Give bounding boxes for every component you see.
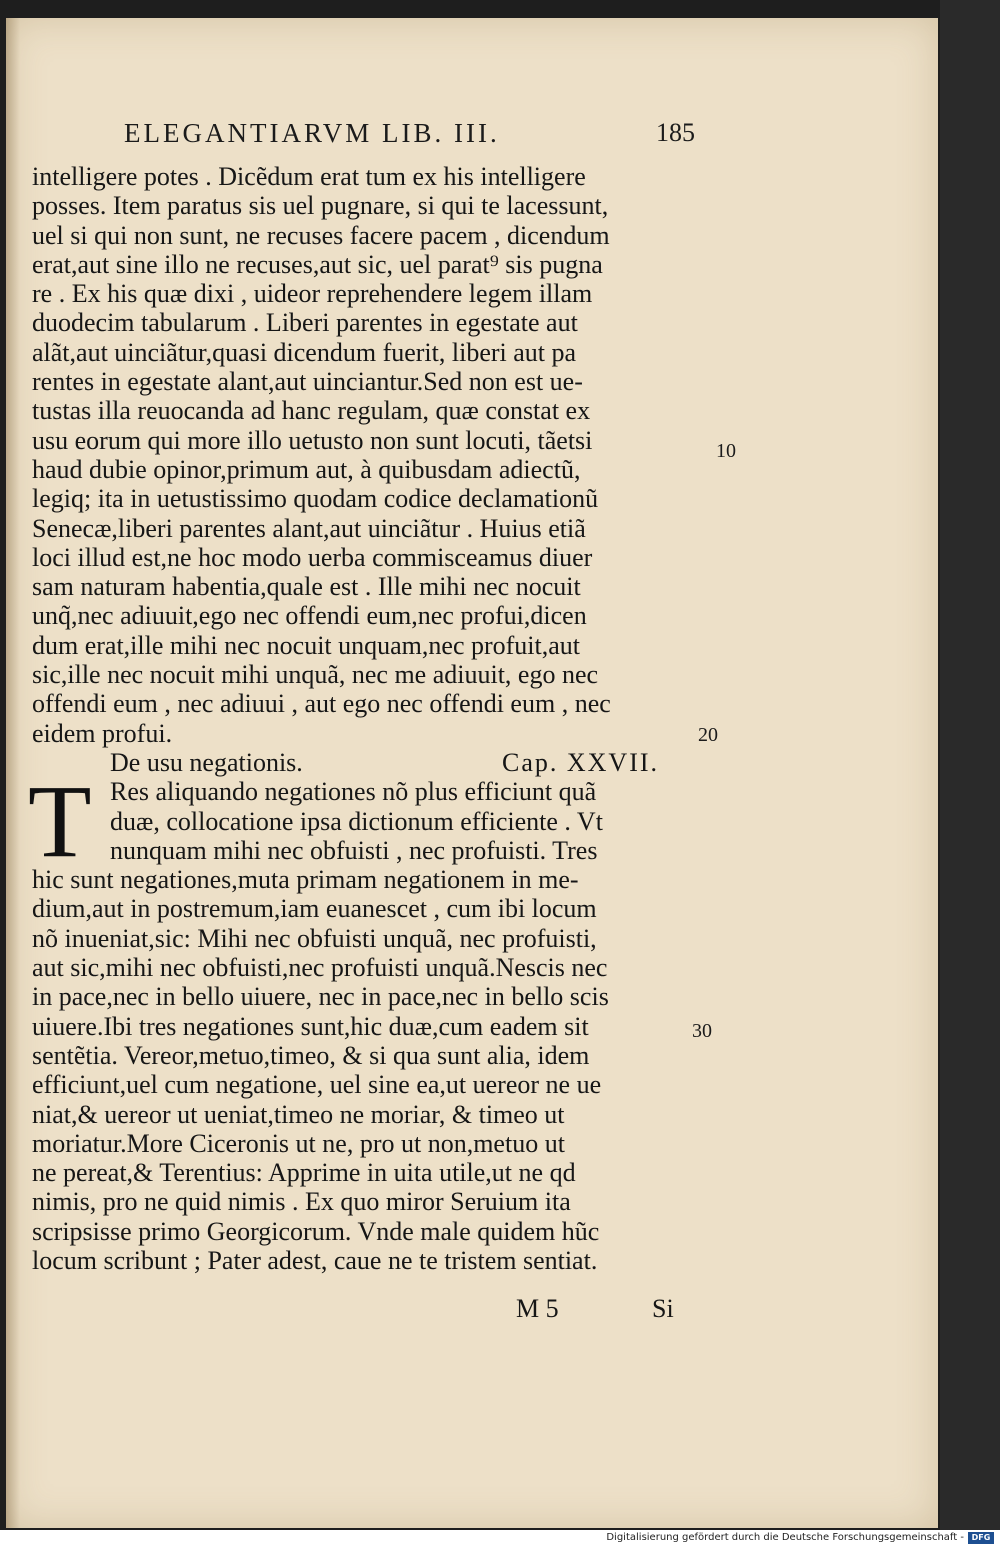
paragraph-2 <box>32 865 732 1275</box>
text-line: erat,aut sine illo ne recuses,aut sic, uel parat⁹ sis pugna <box>32 249 603 279</box>
text-line: legiq; ita in uetustissimo quodam codice declamationũ <box>32 484 599 514</box>
text-line: sentẽtia. Vereor,metuo,timeo, & si qua sunt alia, idem <box>32 1040 590 1070</box>
text-line: dum erat,ille mihi nec nocuit unquam,nec profuit,aut <box>32 630 581 660</box>
text-line: scripsisse primo Georgicorum. Vnde male quidem hũc <box>32 1216 600 1246</box>
margin-line-number-20: 20 <box>698 724 718 746</box>
scan-background <box>940 0 1000 1530</box>
text-line: usu eorum qui more illo uetusto non sunt locuti, tãetsi <box>32 425 593 455</box>
text-line: unq̃,nec adiuuit,ego nec offendi eum,nec profui,dicen <box>32 601 587 631</box>
text-line: re . Ex his quæ dixi , uideor reprehendere legem illam <box>32 279 593 309</box>
text-line: in pace,nec in bello uiuere, nec in pace,nec in bello scis <box>32 982 609 1012</box>
funding-credit: Digitalisierung gefördert durch die Deutsche Forschungsgemeinschaft - <box>606 1532 964 1543</box>
text-line: nunquam mihi nec obfuisti , nec profuisti. Tres <box>110 835 598 865</box>
text-line: uiuere.Ibi tres negationes sunt,hic duæ,cum eadem sit <box>32 1011 589 1041</box>
text-line: duæ, collocatione ipsa dictionum efficiente . Vt <box>110 806 603 836</box>
chapter-number: Cap. XXVII. <box>502 747 660 777</box>
margin-line-number-10: 10 <box>716 440 736 462</box>
text-line: uel si qui non sunt, ne recuses facere pacem , dicendum <box>32 220 610 250</box>
text-line: tustas illa reuocanda ad hanc regulam, quæ constat ex <box>32 396 591 426</box>
text-line: sic,ille nec nocuit mihi unquã, nec me adiuuit, ego nec <box>32 660 599 690</box>
text-line: posses. Item paratus sis uel pugnare, si qui te lacessunt, <box>32 191 609 221</box>
text-line: loci illud est,ne hoc modo uerba commisceamus diuer <box>32 542 593 572</box>
page-gutter-shade <box>6 18 20 1528</box>
text-line: Senecæ,liberi parentes alant,aut uinciãtur . Huius etiã <box>32 513 586 543</box>
text-line: rentes in egestate alant,aut uinciantur.Sed non est ue- <box>32 367 583 397</box>
text-line: aut sic,mihi nec obfuisti,nec profuisti unquã.Nescis nec <box>32 953 608 983</box>
text-line: sam naturam habentia,quale est . Ille mihi nec nocuit <box>32 572 581 602</box>
catchword: Si <box>652 1294 674 1323</box>
footer-bar <box>0 1530 1000 1546</box>
chapter-heading <box>32 748 732 777</box>
running-head-title: ELEGANTIARVM LIB. III. <box>124 118 500 148</box>
text-line: efficiunt,uel cum negatione, uel sine ea,ut uereor ne ue <box>32 1070 602 1100</box>
paragraph-1 <box>32 162 732 748</box>
text-line: locum scribunt ; Pater adest, caue ne te tristem sentiat. <box>32 1245 598 1275</box>
text-line: niat,& uereor ut ueniat,timeo ne moriar, & timeo ut <box>32 1099 565 1129</box>
text-line: haud dubie opinor,primum aut, à quibusdam adiectũ, <box>32 454 581 484</box>
chapter-title: De usu negationis. <box>110 747 303 777</box>
drop-cap-initial: T <box>28 764 92 880</box>
signature-mark: M 5 <box>516 1294 559 1323</box>
text-line: nimis, pro ne quid nimis . Ex quo miror Seruium ita <box>32 1187 571 1217</box>
text-line: intelligere potes . Dicẽdum erat tum ex his intelligere <box>32 162 586 191</box>
book-page <box>6 18 938 1528</box>
text-line: alãt,aut uinciãtur,quasi dicendum fuerit, liberi aut pa <box>32 337 577 367</box>
text-line: hic sunt negationes,muta primam negationem in me- <box>32 865 579 895</box>
text-line: duodecim tabularum . Liberi parentes in egestate aut <box>32 308 578 338</box>
text-line: ne pereat,& Terentius: Apprime in uita utile,ut ne qd <box>32 1158 576 1188</box>
text-line: dium,aut in postremum,iam euanescet , cum ibi locum <box>32 894 597 924</box>
margin-line-number-30: 30 <box>692 1020 712 1042</box>
page-number: 185 <box>656 118 695 147</box>
running-head <box>6 118 938 158</box>
text-line: moriatur.More Ciceronis ut ne, pro ut non,metuo ut <box>32 1128 565 1158</box>
dfg-logo-icon: DFG <box>968 1532 994 1544</box>
text-line: eidem profui. <box>32 718 173 748</box>
text-line: Res aliquando negationes nõ plus efficiunt quã <box>110 777 597 807</box>
body-text <box>28 162 732 1275</box>
text-line: offendi eum , nec adiuui , aut ego nec offendi eum , nec <box>32 689 611 719</box>
text-line: nõ inueniat,sic: Mihi nec obfuisti unquã, nec profuisti, <box>32 923 597 953</box>
